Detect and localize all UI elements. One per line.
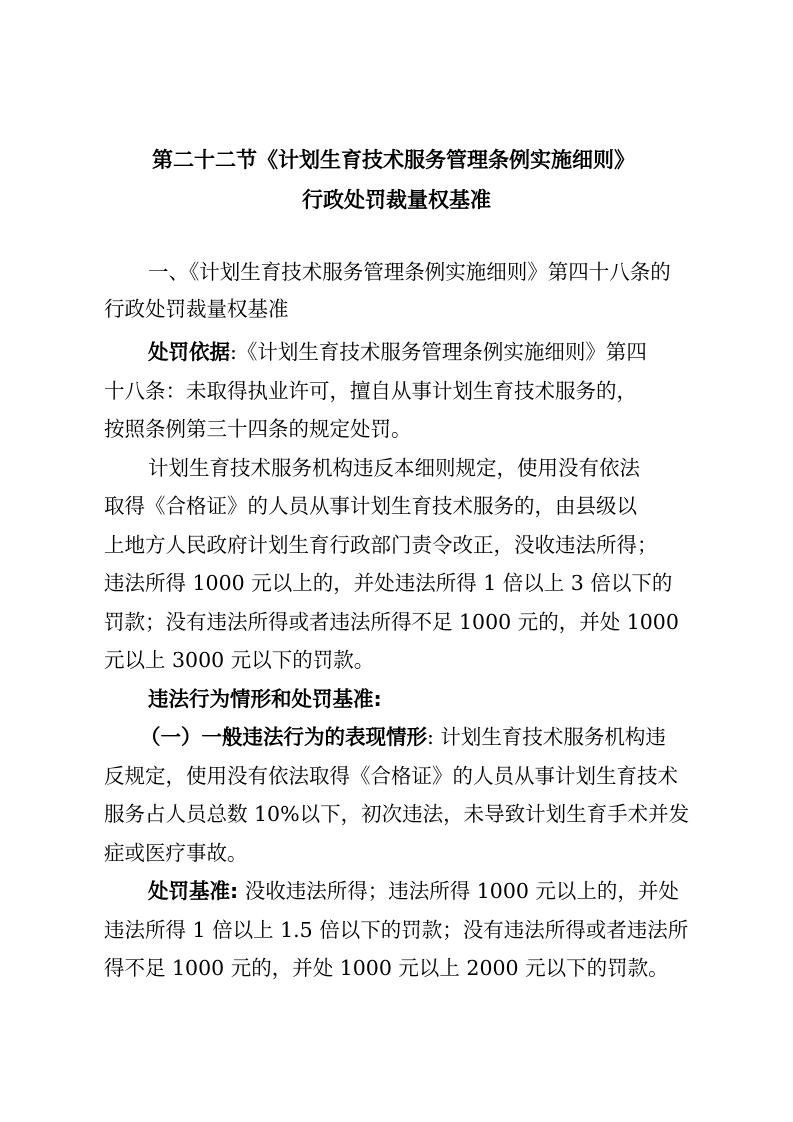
section-heading-line-2: 行政处罚裁量权基准 [104, 297, 289, 321]
circumstances-heading: 违法行为情形和处罚基准: [148, 687, 382, 711]
penalty-line-1 [148, 876, 679, 906]
penalty-text: 没收违法所得；违法所得 1000 元以上的，并处 [238, 879, 679, 903]
basis-label: 处罚依据 [148, 340, 230, 364]
section-heading-line-1: 一、《计划生育技术服务管理条例实施细则》第四十八条的 [148, 260, 671, 284]
rule-line-6: 元以上 3000 元以下的罚款。 [104, 648, 375, 672]
basis-line-2: 十八条：未取得执业许可，擅自从事计划生育技术服务的， [104, 379, 637, 403]
page-title-line-2: 行政处罚裁量权基准 [302, 188, 491, 212]
general-line-3: 服务占人员总数 10%以下，初次违法，未导致计划生育手术并发 [104, 802, 690, 826]
basis-line-3: 按照条例第三十四条的规定处罚。 [104, 417, 412, 441]
penalty-line-2: 违法所得 1 倍以上 1.5 倍以下的罚款；没有违法所得或者违法所 [104, 918, 689, 942]
basis-line-1 [148, 337, 647, 367]
basis-text: :《计划生育技术服务管理条例实施细则》第四 [230, 340, 647, 364]
general-line-1 [140, 722, 666, 752]
general-line-4: 症或医疗事故。 [104, 841, 248, 865]
penalty-label: 处罚基准: [148, 879, 239, 903]
general-text: : 计划生育技术服务机构违 [427, 725, 666, 749]
rule-line-5: 罚款；没有违法所得或者违法所得不足 1000 元的，并处 1000 [104, 610, 679, 634]
rule-line-3: 上地方人民政府计划生育行政部门责令改正，没收违法所得； [104, 533, 658, 557]
rule-line-2: 取得《合格证》的人员从事计划生育技术服务的，由县级以 [104, 494, 637, 518]
rule-line-4: 违法所得 1000 元以上的，并处违法所得 1 倍以上 3 倍以下的 [104, 571, 673, 595]
general-line-2: 反规定，使用没有依法取得《合格证》的人员从事计划生育技术 [104, 764, 678, 788]
page-title-line-1: 第二十二节《计划生育技术服务管理条例实施细则》 [152, 148, 635, 172]
general-label: （一）一般违法行为的表现情形 [140, 725, 427, 749]
rule-line-1: 计划生育技术服务机构违反本细则规定，使用没有依法 [148, 456, 640, 480]
penalty-line-3: 得不足 1000 元的，并处 1000 元以上 2000 元以下的罚款。 [104, 956, 669, 980]
